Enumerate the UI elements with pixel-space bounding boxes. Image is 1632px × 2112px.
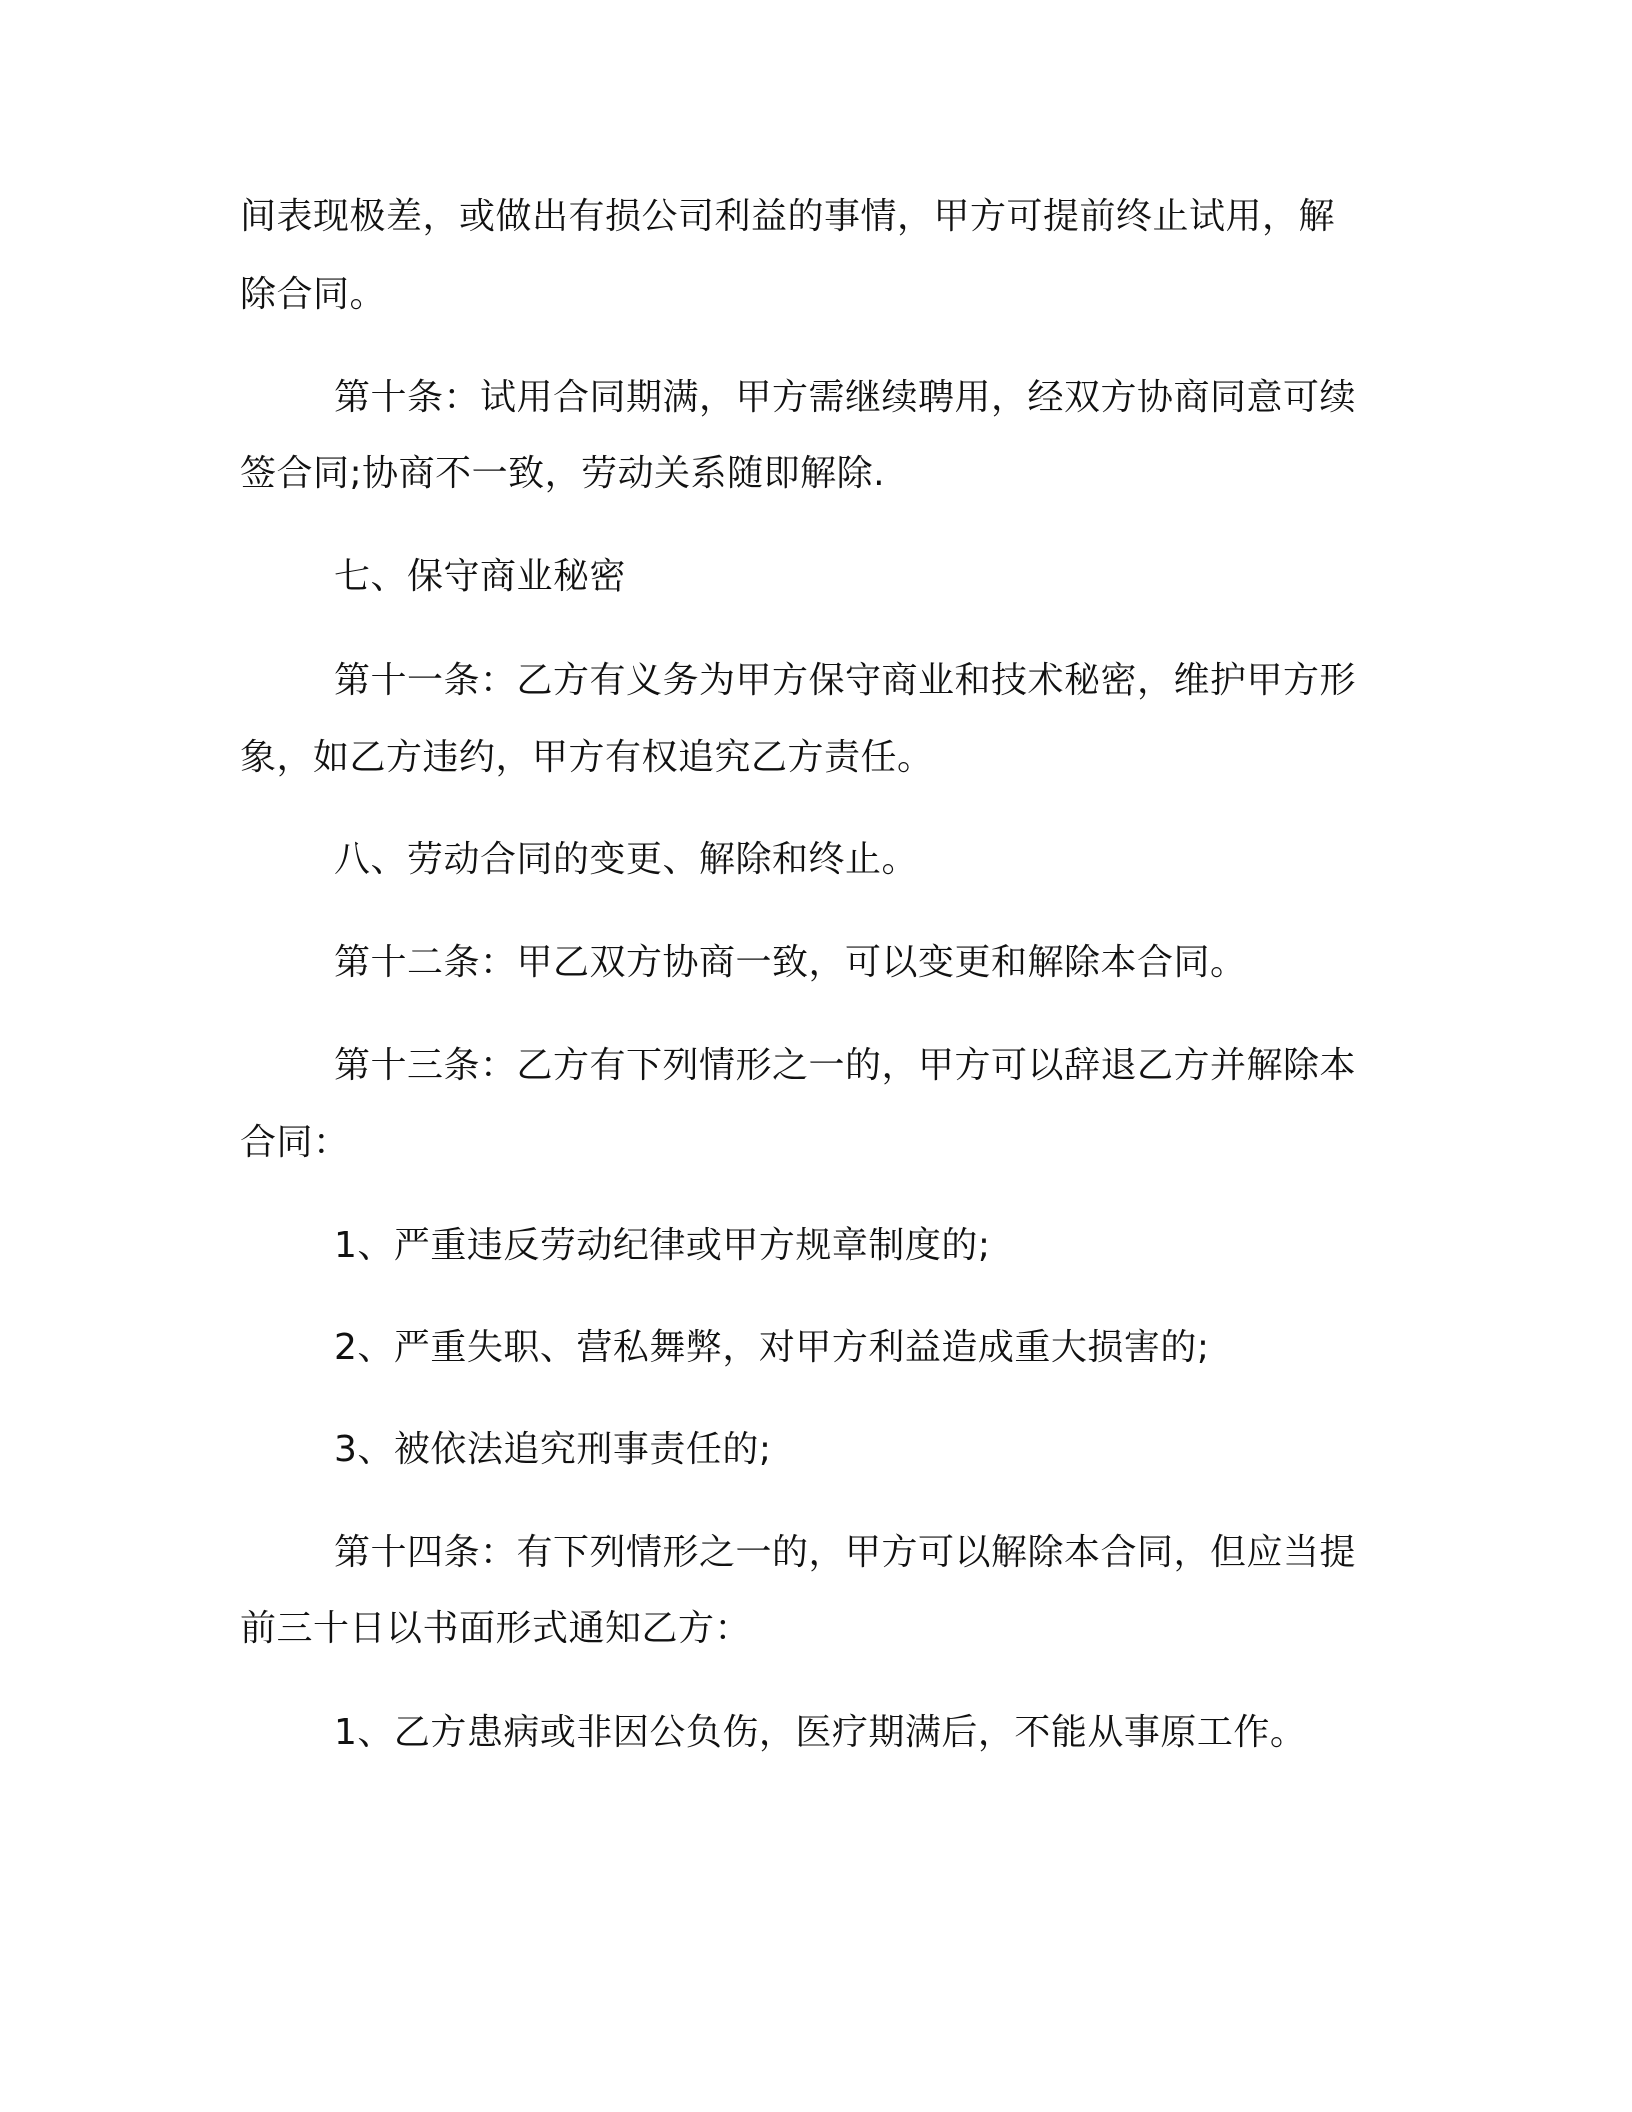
- article-11-line-2: 象，如乙方违约，甲方有权追究乙方责任。: [240, 737, 934, 778]
- article-13-line-2: 合同：: [240, 1122, 350, 1163]
- article-14-list-item-1: 1、乙方患病或非因公负伤，医疗期满后，不能从事原工作。: [334, 1712, 1307, 1753]
- list-item-2: 2、严重失职、营私舞弊，对甲方利益造成重大损害的;: [334, 1327, 1210, 1368]
- article-12-line: 第十二条：甲乙双方协商一致，可以变更和解除本合同。: [334, 942, 1247, 983]
- list-item-3: 3、被依法追究刑事责任的;: [334, 1429, 772, 1470]
- article-14-line-1: 第十四条：有下列情形之一的，甲方可以解除本合同，但应当提: [334, 1532, 1357, 1573]
- list-item-1: 1、严重违反劳动纪律或甲方规章制度的;: [334, 1225, 991, 1266]
- article-13-line-1: 第十三条：乙方有下列情形之一的，甲方可以辞退乙方并解除本: [334, 1045, 1357, 1086]
- article-11-line-1: 第十一条：乙方有义务为甲方保守商业和技术秘密，维护甲方形: [334, 660, 1357, 701]
- article-10-line-1: 第十条：试用合同期满，甲方需继续聘用，经双方协商同意可续: [334, 377, 1357, 418]
- article-10-line-2: 签合同;协商不一致，劳动关系随即解除.: [240, 453, 886, 494]
- section-8-heading: 八、劳动合同的变更、解除和终止。: [334, 839, 919, 880]
- section-7-heading: 七、保守商业秘密: [334, 556, 627, 597]
- article-14-line-2: 前三十日以书面形式通知乙方：: [240, 1608, 752, 1649]
- text-line-2: 除合同。: [240, 274, 387, 315]
- text-line-1: 间表现极差，或做出有损公司利益的事情，甲方可提前终止试用，解: [240, 196, 1336, 237]
